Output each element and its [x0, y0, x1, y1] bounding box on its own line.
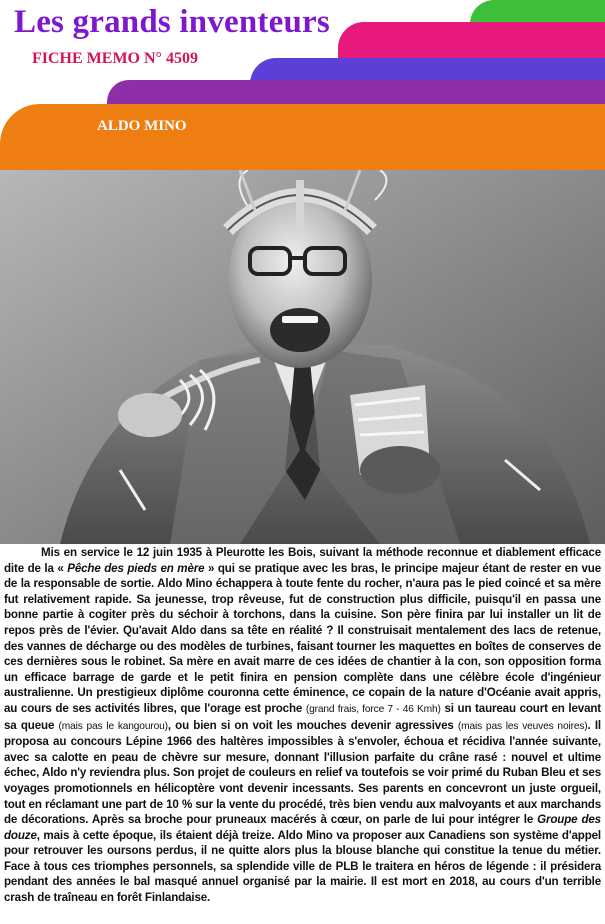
decorative-band-orange: [0, 104, 605, 170]
bio-aside-3: (mais pas les veuves noires): [457, 720, 588, 732]
inventor-name: ALDO MINO: [97, 118, 187, 134]
biography-paragraph: [4, 545, 601, 906]
bio-text-1: Mis en service le 12 juin 1935 à Pleurotte les Bois, suivant la méthode reconnue et diablement efficace dite de la «: [4, 546, 601, 575]
bio-italic-2: Groupe des douze: [4, 813, 601, 842]
photo-illustration: [0, 170, 605, 544]
bio-text-3: si un taureau court en levant sa queue: [4, 701, 602, 732]
bio-text-6: , mais à cette époque, ils étaient déjà treize. Aldo Mino va proposer aux Canadiens son système d'appel pour retrouver les oursons perdus, il ne quitte alors plus la blouse blanche qui constitue la tenue du métier. Face à tous ces triomphes personnels, sa splendide ville de PLB le traitera en héros de légende : il présidera pendant des années le bal masqué annuel organisé par la mairie. Il est mort en 2018, au cours d'un terrible crash de traîneau en forêt Finlandaise.: [4, 828, 601, 905]
bio-text-5: . Il proposa au concours Lépine 1966 des haltères impossibles à s'envoler, échoua et récidiva l'année suivante, avec sa calotte en peau de chèvre sur mesure, donnant l'illusion parfaite du crâne rasé : nouvel et ultime échec, Aldo n'y reviendra plus. Son projet de couleurs en relief va toutefois se voir primé du Ruban Bleu et ses voyages promotionnels en hélicoptère vont devenir incessants. Ses parents en concevront un juste orgueil, tout en réclamant une part de 10 % sur la vente du procédé, très bien vendu aux malvoyants et aux marchands de décorations. Après sa broche pour pruneaux macérés à cœur, on parle de lui pour intégrer le: [4, 718, 601, 827]
inventor-photo: [0, 170, 605, 544]
fiche-memo-label: FICHE MEMO N° 4509: [32, 50, 198, 67]
decorative-band-green: [470, 0, 605, 24]
header-banner: [0, 0, 605, 170]
decorative-band-pink: [338, 22, 605, 62]
bio-aside-1: (grand frais, force 7 - 46 Kmh): [305, 703, 441, 715]
bio-italic-1: Pêche des pieds en mère: [67, 561, 205, 575]
bio-text-2: » qui se pratique avec les bras, le principe majeur étant de rester en vue de la responsable de sortie. Aldo Mino échappera à toute fente du rocher, n'aura pas le pied coincé et sa mère fut relativement rapide. Sa jeunesse, trop rêveuse, fut de construction plus difficile, puisqu'il en passa une bonne partie à cogiter près du séchoir à torchons, dans la cuisine. Son père finira par lui installer un lit de repos près de l'évier. Qu'avait Aldo dans sa tête en réalité ? Il construisait mentalement des lacs de retenue, des vannes de décharge ou des modèles de turbines, faisant tourner les maquettes en boîtes de conserves de ces dernières sous le robinet. Sa mère en avait marre de ces idées de chantier à la con, son opposition forma un efficace barrage de garde et le petit finira en pension complète dans une célèbre école d'ingénieur australienne. Un prestigieux diplôme couronna cette éminence, ce copain de la nature d'Océanie avait appris, au cours de ses activités libres, que l'orage est proche: [4, 561, 601, 715]
bio-text-4: , ou bien si on voit les mouches devenir agressives: [167, 718, 458, 732]
page-title: Les grands inventeurs: [14, 4, 330, 40]
bio-aside-2: (mais pas le kangourou): [58, 720, 168, 732]
